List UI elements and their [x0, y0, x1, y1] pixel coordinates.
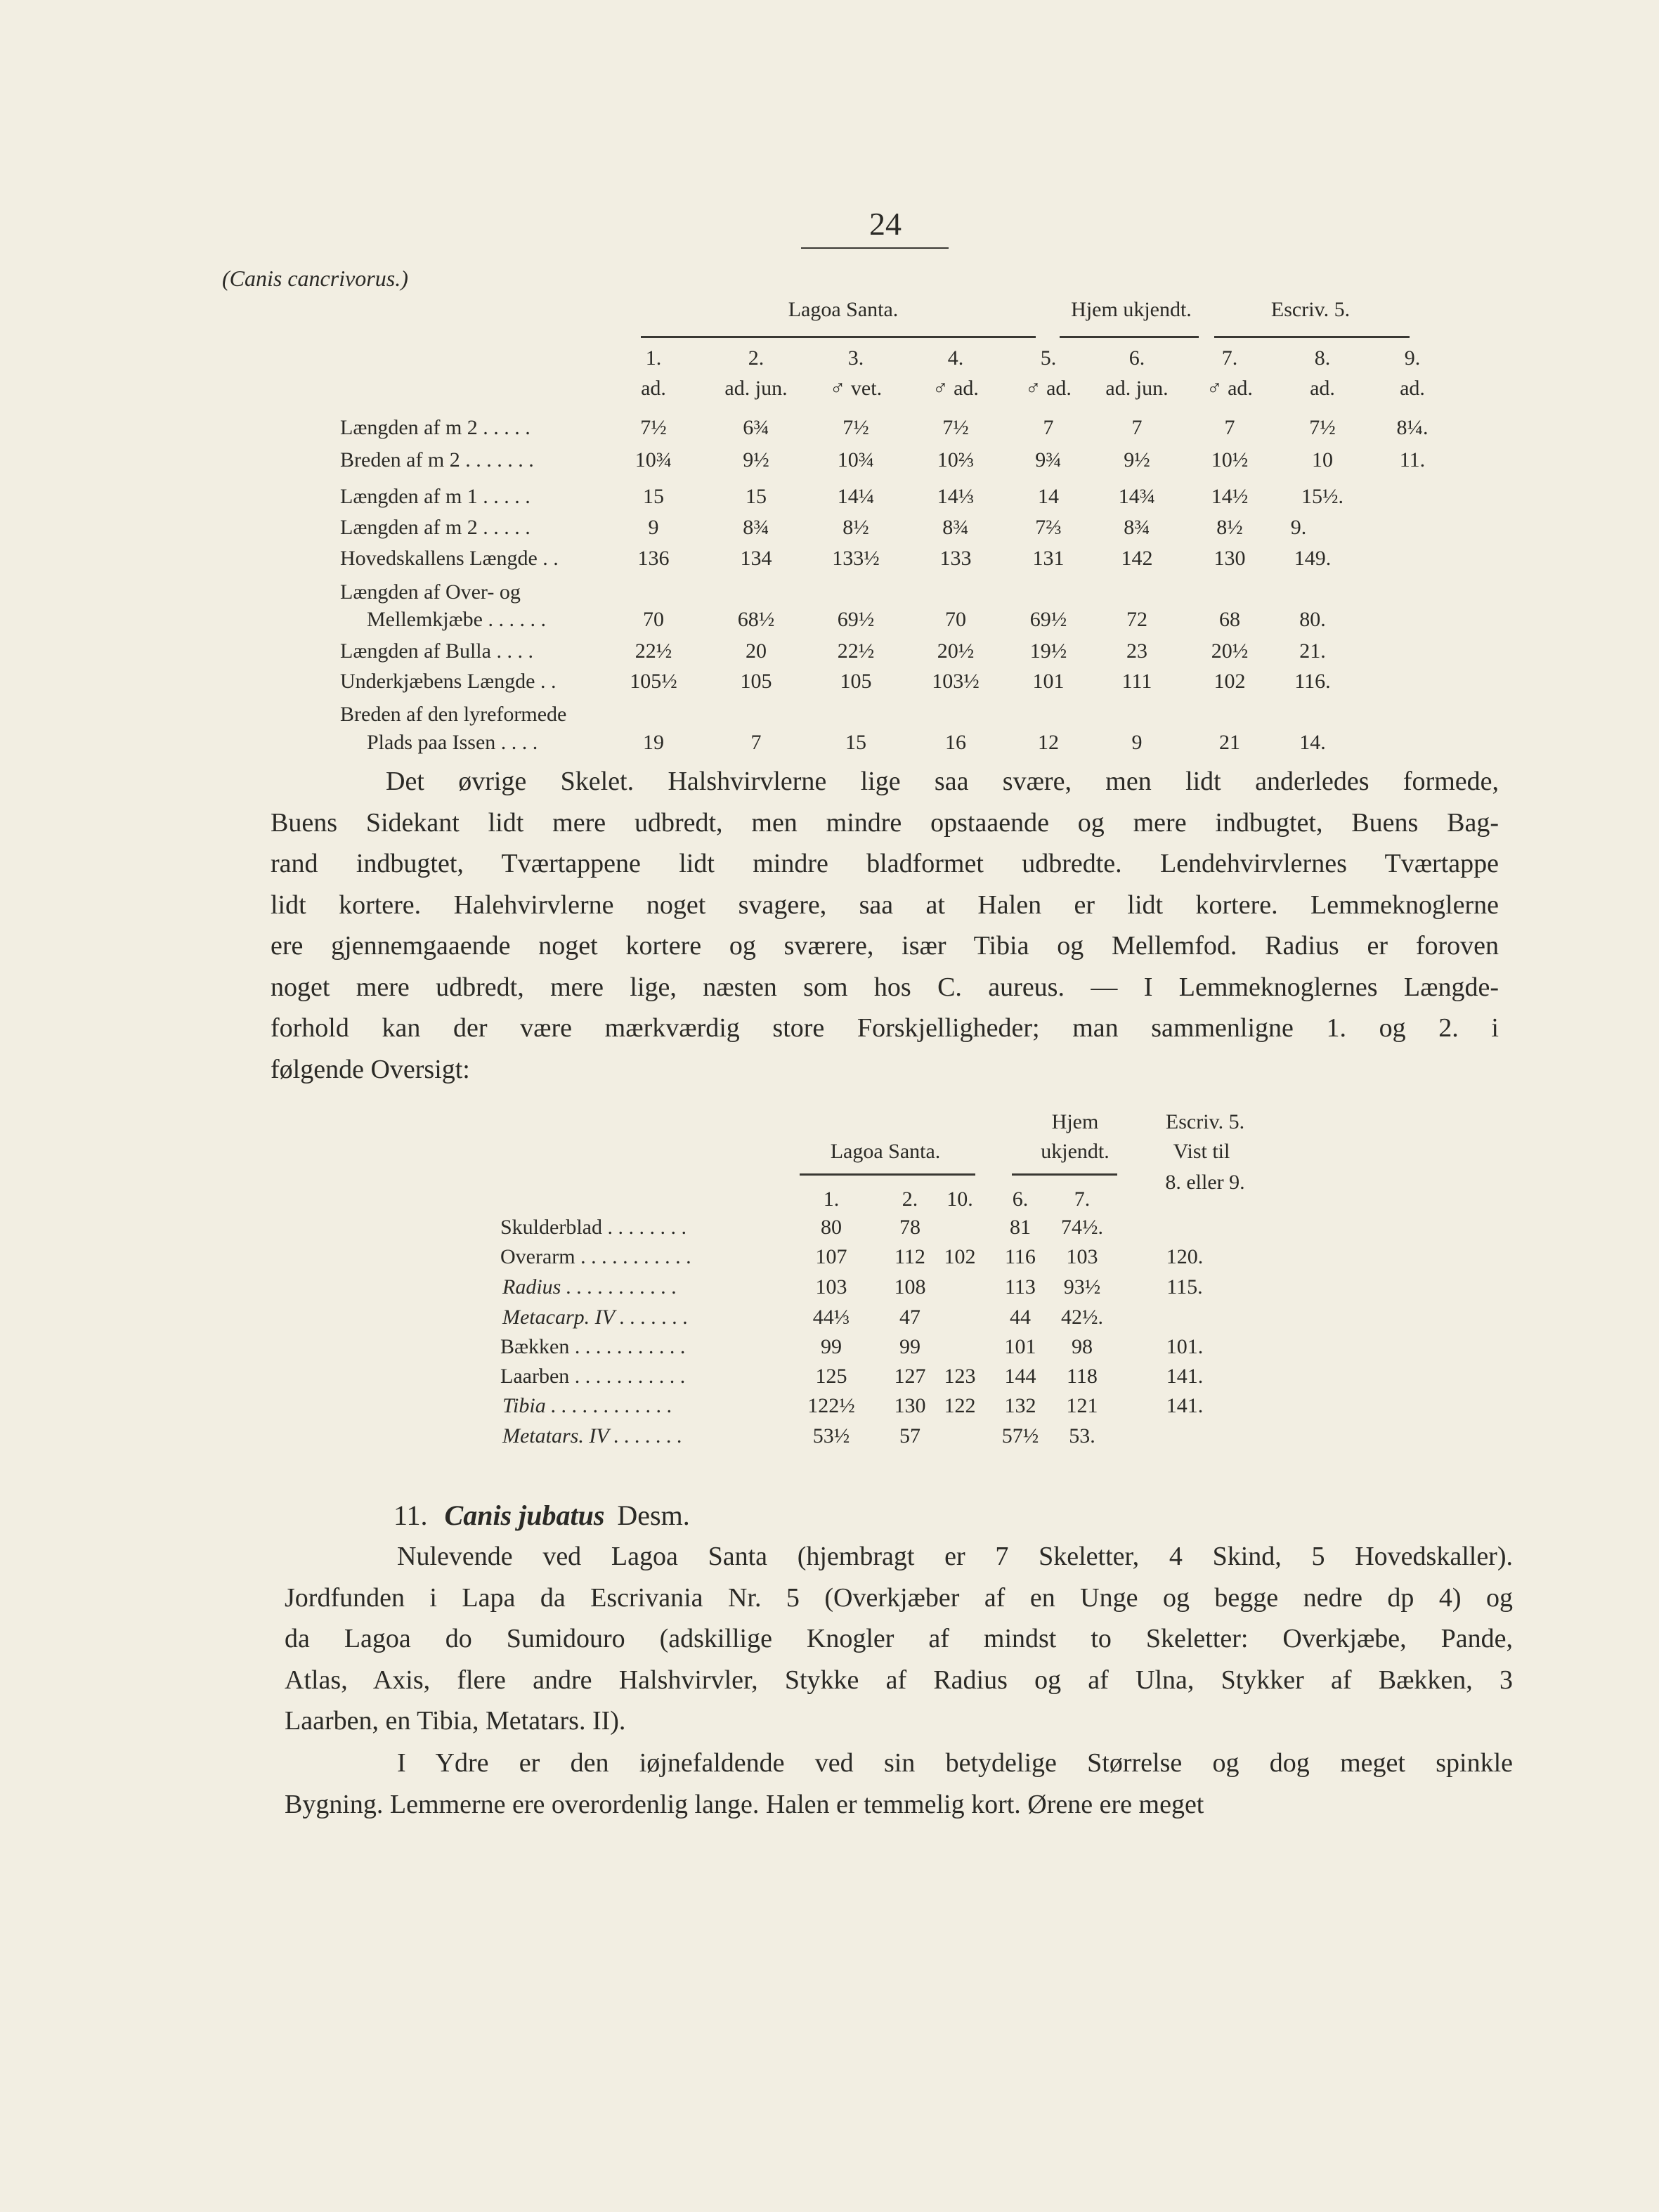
section-number: 11. — [393, 1499, 428, 1531]
table2-cell: 57½ — [1001, 1424, 1039, 1447]
table1-col-subheader: ♂ vet. — [829, 377, 883, 400]
table1-cell: 7⅔ — [1035, 516, 1062, 539]
table2-row-label: Metacarp. IV . . . . . . . — [502, 1306, 689, 1329]
table1-cell: 19 — [643, 731, 664, 754]
table2-group-brace — [1012, 1173, 1117, 1185]
table1-row-label: Længden af m 2 . . . . . — [340, 416, 531, 439]
page-number: 24 — [869, 206, 902, 242]
table1-cell: 134 — [740, 547, 772, 570]
table1-cell: 70 — [945, 608, 966, 631]
table1-col-subheader: ad. jun. — [724, 377, 788, 400]
table1-cell: 105½ — [630, 670, 677, 693]
table1-cell: 16 — [945, 731, 966, 754]
table1-row-label: Breden af m 2 . . . . . . . — [340, 448, 534, 471]
table1-cell: 9½ — [743, 448, 769, 471]
table1-cell: 8½ — [1216, 516, 1243, 539]
table2-group-label: Vist til — [1173, 1140, 1230, 1163]
table2-cell: 107 — [815, 1245, 847, 1268]
table2-cell: 132 — [1004, 1394, 1036, 1417]
table2-group-label: Lagoa Santa. — [830, 1140, 941, 1163]
table1-col-number: 1. — [645, 346, 662, 370]
table2-cell: 53½ — [812, 1424, 850, 1447]
table2-row-label: Tibia . . . . . . . . . . . . — [502, 1394, 672, 1417]
table1-cell: 9 — [1131, 731, 1143, 754]
table1-cell: 15 — [845, 731, 866, 754]
table1-cell: 6¾ — [743, 416, 769, 439]
table2-row-label: Laarben . . . . . . . . . . . — [500, 1365, 686, 1388]
table1-cell: 133½ — [832, 547, 880, 570]
table2-cell: 44 — [1010, 1306, 1031, 1329]
table1-cell: 14¾ — [1118, 485, 1156, 508]
species-author: Desm. — [617, 1499, 690, 1531]
table2-row-label: Overarm . . . . . . . . . . . — [500, 1245, 691, 1268]
table2-cell: 122½ — [807, 1394, 855, 1417]
table1-row-label: Længden af m 1 . . . . . — [340, 485, 531, 508]
table1-group-label: Lagoa Santa. — [788, 298, 899, 321]
table2-cell: 121 — [1066, 1394, 1098, 1417]
table1-cell: 12 — [1038, 731, 1059, 754]
table2-cell: 108 — [894, 1275, 926, 1299]
table2-cell: 122 — [944, 1394, 976, 1417]
table1-col-number: 9. — [1404, 346, 1421, 370]
table1-cell: 7 — [750, 731, 762, 754]
table2-col-number: 6. — [1012, 1188, 1029, 1211]
paragraph-exterior — [285, 1743, 1513, 1825]
table1-cell: 69½ — [837, 608, 875, 631]
table2-col-number: 1. — [823, 1188, 840, 1211]
paragraph-occurrence — [285, 1536, 1513, 1742]
table1-row-label: Længden af Bulla . . . . — [340, 639, 533, 663]
paragraph-occurrence-line: Jordfunden i Lapa da Escrivania Nr. 5 (Overkjæber af en Unge og begge nedre dp 4) og — [285, 1582, 1513, 1613]
species-name: Canis jubatus — [444, 1499, 605, 1531]
table2-cell: 118 — [1067, 1365, 1098, 1388]
section-heading — [393, 1499, 690, 1532]
table2-cell: 99 — [821, 1335, 842, 1358]
table2-row-label: Skulderblad . . . . . . . . — [500, 1216, 687, 1239]
table1-cell: 111 — [1121, 670, 1152, 693]
paragraph-skeleton-line: ere gjennemgaaende noget kortere og sværere, især Tibia og Mellemfod. Radius er foroven — [271, 931, 1499, 961]
table1-row-label: Plads paa Issen . . . . — [367, 731, 538, 754]
table2-col-number: 10. — [946, 1188, 973, 1211]
table1-cell: 14⅓ — [937, 485, 975, 508]
table1-row-label: Hovedskallens Længde . . — [340, 547, 559, 570]
table1-cell: 9. — [1290, 516, 1307, 539]
paragraph-skeleton-line: rand indbugtet, Tværtappene lidt mindre bladformet udbredte. Lendehvirvlernes Tværtappe — [271, 849, 1499, 878]
paragraph-occurrence-line: Laarben, en Tibia, Metatars. II). — [285, 1706, 626, 1736]
table1-cell: 7 — [1131, 416, 1143, 439]
table1-cell: 133 — [939, 547, 972, 570]
table1-col-subheader: ad. jun. — [1105, 377, 1169, 400]
table1-group-label: Hjem ukjendt. — [1071, 298, 1192, 321]
table1-col-number: 7. — [1221, 346, 1238, 370]
table2-group-label: ukjendt. — [1041, 1140, 1110, 1163]
table1-cell: 8¾ — [1124, 516, 1150, 539]
table2-cell: 57 — [899, 1424, 920, 1447]
table1-cell: 9½ — [1124, 448, 1150, 471]
table1-cell: 142 — [1121, 547, 1153, 570]
table2-cell: 123 — [944, 1365, 976, 1388]
table1-cell: 68 — [1219, 608, 1240, 631]
table1-cell: 7 — [1043, 416, 1054, 439]
table1-col-subheader: ad. — [1310, 377, 1335, 400]
table2-cell: 144 — [1004, 1365, 1036, 1388]
table2-cell: 103 — [1066, 1245, 1098, 1268]
table1-cell: 105 — [840, 670, 872, 693]
table2-col-number: 2. — [902, 1188, 918, 1211]
table1-col-subheader: ♂ ad. — [1025, 377, 1072, 400]
table1-cell: 7½ — [640, 416, 667, 439]
table1-cell: 130 — [1214, 547, 1246, 570]
table2-cell: 93½ — [1063, 1275, 1101, 1299]
table1-cell: 7½ — [1309, 416, 1336, 439]
table1-group-label: Escriv. 5. — [1270, 298, 1351, 321]
table2-cell: 141. — [1166, 1394, 1204, 1417]
table2-cell: 141. — [1166, 1365, 1204, 1388]
table1-col-number: 3. — [847, 346, 864, 370]
table1-cell: 69½ — [1029, 608, 1067, 631]
table2-row-label: Radius . . . . . . . . . . . — [502, 1275, 677, 1299]
table2-cell: 98 — [1072, 1335, 1093, 1358]
table1-cell: 8½ — [842, 516, 869, 539]
paragraph-skeleton-line: Buens Sidekant lidt mere udbredt, men mindre opstaaende og mere indbugtet, Buens Bag- — [271, 807, 1499, 838]
table1-row-label: Længden af Over- og — [340, 580, 521, 604]
table2-cell: 103 — [815, 1275, 847, 1299]
table1-cell: 14. — [1299, 731, 1326, 754]
table1-cell: 103½ — [932, 670, 980, 693]
paragraph-occurrence-line: Atlas, Axis, flere andre Halshvirvler, Stykke af Radius og af Ulna, Stykker af Bækken, 3 — [285, 1665, 1513, 1695]
table1-cell: 8¾ — [743, 516, 769, 539]
table1-cell: 68½ — [737, 608, 775, 631]
table1-cell: 15½. — [1301, 485, 1344, 508]
species-label: (Canis cancrivorus.) — [222, 266, 408, 291]
table2-cell: 116 — [1005, 1245, 1036, 1268]
table2-row-label: Metatars. IV . . . . . . . — [502, 1424, 683, 1447]
table1-cell: 72 — [1126, 608, 1147, 631]
table1-cell: 10⅔ — [937, 448, 975, 471]
table1-cell: 21 — [1219, 731, 1240, 754]
table1-cell: 70 — [643, 608, 664, 631]
table1-col-subheader: ♂ ad. — [1206, 377, 1253, 400]
table1-row-label: Underkjæbens Længde . . — [340, 670, 557, 693]
table1-col-number: 8. — [1314, 346, 1331, 370]
table1-cell: 19½ — [1029, 639, 1067, 663]
table1-cell: 9 — [648, 516, 659, 539]
paragraph-occurrence-line: da Lagoa do Sumidouro (adskillige Knogler af mindst to Skeletter: Overkjæbe, Pande, — [285, 1624, 1513, 1653]
table1-cell: 21. — [1299, 639, 1326, 663]
table1-cell: 101 — [1032, 670, 1065, 693]
table1-cell: 11. — [1399, 448, 1426, 471]
table1-cell: 15 — [643, 485, 664, 508]
table1-cell: 8¾ — [942, 516, 969, 539]
table1-cell: 10¾ — [837, 448, 875, 471]
table2-cell: 127 — [894, 1365, 926, 1388]
table1-cell: 7 — [1224, 416, 1235, 439]
table2-cell: 101 — [1004, 1335, 1036, 1358]
table2-cell: 74½. — [1061, 1216, 1103, 1239]
paragraph-skeleton-line: forhold kan der være mærkværdig store Forskjelligheder; man sammenligne 1. og 2. i — [271, 1013, 1499, 1043]
table2-cell: 115. — [1166, 1275, 1203, 1299]
table1-cell: 15 — [746, 485, 767, 508]
table1-row-label: Mellemkjæbe . . . . . . — [367, 608, 546, 631]
table2-cell: 53. — [1069, 1424, 1095, 1447]
table1-cell: 9¾ — [1035, 448, 1062, 471]
table1-cell: 10 — [1312, 448, 1333, 471]
table1-row-label: Breden af den lyreformede — [340, 703, 567, 726]
paragraph-exterior-line: Bygning. Lemmerne ere overordenlig lange. Halen er temmelig kort. Ørene ere meget — [285, 1789, 1204, 1819]
table2-cell: 102 — [944, 1245, 976, 1268]
paragraph-skeleton-line: Det øvrige Skelet. Halshvirvlerne lige saa svære, men lidt anderledes formede, — [386, 767, 1499, 796]
table2-row-label: Bækken . . . . . . . . . . . — [500, 1335, 686, 1358]
table1-cell: 131 — [1032, 547, 1065, 570]
table1-cell: 14¼ — [837, 485, 875, 508]
table1-col-number: 6. — [1128, 346, 1145, 370]
table1-col-subheader: ♂ ad. — [932, 377, 979, 400]
table1-cell: 102 — [1214, 670, 1246, 693]
table1-cell: 20 — [746, 639, 767, 663]
table2-cell: 47 — [899, 1306, 920, 1329]
table1-cell: 10¾ — [635, 448, 672, 471]
table1-col-subheader: ad. — [1400, 377, 1425, 400]
table1-cell: 22½ — [635, 639, 672, 663]
table1-cell: 80. — [1299, 608, 1326, 631]
table1-cell: 14½ — [1211, 485, 1249, 508]
table2-cell: 99 — [899, 1335, 920, 1358]
table2-group-top: Hjem — [1051, 1110, 1099, 1133]
table1-cell: 136 — [637, 547, 670, 570]
paragraph-occurrence-line: Nulevende ved Lagoa Santa (hjembragt er 7 Skeletter, 4 Skind, 5 Hovedskaller). — [397, 1542, 1513, 1571]
table1-cell: 7½ — [842, 416, 869, 439]
table1-cell: 23 — [1126, 639, 1147, 663]
table1-cell: 105 — [740, 670, 772, 693]
table1-cell: 7½ — [942, 416, 969, 439]
table1-col-number: 2. — [748, 346, 765, 370]
table2-cell: 113 — [1005, 1275, 1036, 1299]
paragraph-skeleton-line: noget mere udbredt, mere lige, næsten som hos C. aureus. — I Lemmeknoglernes Længde- — [271, 972, 1499, 1002]
table2-cell: 101. — [1166, 1335, 1204, 1358]
table1-cell: 14 — [1038, 485, 1059, 508]
table2-group-top: Escriv. 5. — [1165, 1110, 1245, 1133]
table1-cell: 116. — [1294, 670, 1331, 693]
table2-cell: 81 — [1010, 1216, 1031, 1239]
table2-cell: 80 — [821, 1216, 842, 1239]
table1-col-number: 4. — [947, 346, 964, 370]
table1-cell: 22½ — [837, 639, 875, 663]
paragraph-exterior-line: I Ydre er den iøjnefaldende ved sin betydelige Størrelse og dog meget spinkle — [397, 1748, 1513, 1778]
table2-group-brace — [800, 1173, 975, 1185]
table1-col-number: 5. — [1040, 346, 1057, 370]
table2-cell: 44⅓ — [812, 1306, 850, 1329]
table1-cell: 10½ — [1211, 448, 1249, 471]
table2-cell: 120. — [1166, 1245, 1204, 1268]
table1-row-label: Længden af m 2 . . . . . — [340, 516, 531, 539]
paragraph-skeleton-line: lidt kortere. Halehvirvlerne noget svagere, saa at Halen er lidt kortere. Lemmeknoglerne — [271, 890, 1499, 920]
table1-cell: 20½ — [937, 639, 975, 663]
table1-cell: 20½ — [1211, 639, 1249, 663]
table1-cell: 149. — [1294, 547, 1332, 570]
table1-cell: 8¼. — [1396, 416, 1429, 439]
table2-group-extra: 8. eller 9. — [1165, 1171, 1245, 1194]
table2-col-number: 7. — [1074, 1188, 1091, 1211]
table1-col-subheader: ad. — [641, 377, 666, 400]
table2-cell: 125 — [815, 1365, 847, 1388]
table2-cell: 78 — [899, 1216, 920, 1239]
table2-cell: 42½. — [1061, 1306, 1103, 1329]
paragraph-skeleton-line: følgende Oversigt: — [271, 1054, 470, 1084]
table2-cell: 112 — [894, 1245, 925, 1268]
table2-cell: 130 — [894, 1394, 926, 1417]
